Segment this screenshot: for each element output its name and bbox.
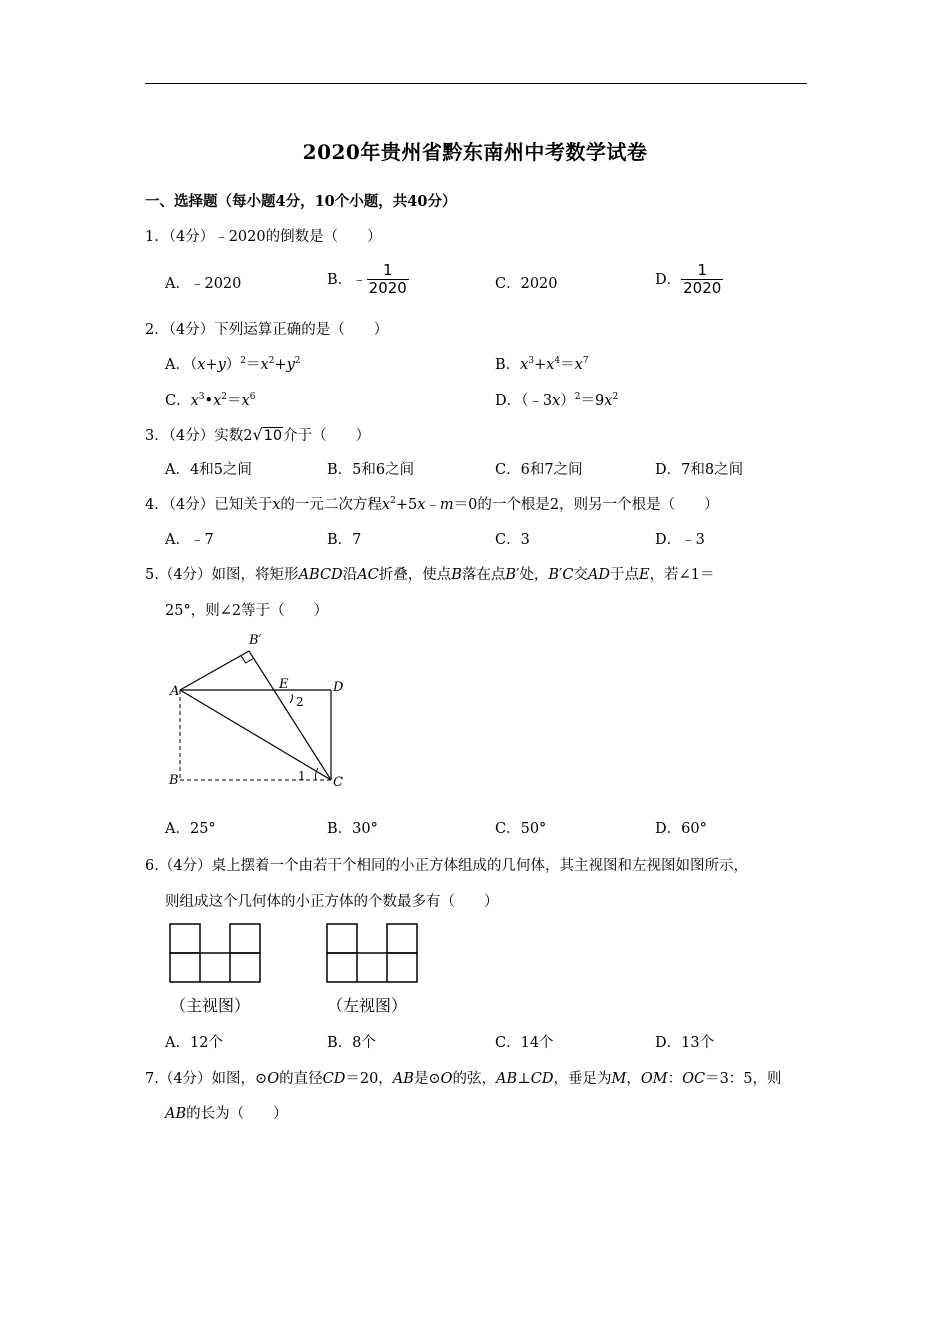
question-3-stem — [145, 424, 370, 445]
q2-option-a: A．$(x+y)^2=x^2+y^2$ — [165, 356, 301, 373]
fraction-numerator: 1 — [697, 261, 707, 279]
q1-option-d-label: D． — [655, 271, 682, 288]
front-top-right-cube — [230, 924, 260, 953]
question-5-line2: 25°，则∠2等于（ ） — [165, 603, 329, 619]
segment-b-prime-c — [249, 651, 331, 780]
right-angle-mark — [241, 656, 254, 664]
header-rule — [145, 83, 807, 84]
label-angle-2: 2 — [296, 695, 304, 709]
front-view-figure — [168, 922, 264, 984]
angle-1-arc — [316, 768, 318, 780]
q4-option-d: D．﹣3 — [655, 532, 705, 548]
q4-option-c: C．3 — [495, 532, 530, 548]
q3-option-a: A．4和5之间 — [165, 462, 252, 478]
fraction-denominator: 2020 — [683, 279, 722, 298]
label-c: C — [333, 775, 343, 790]
label-d: D — [333, 680, 344, 695]
fraction-denominator: 2020 — [368, 279, 407, 298]
question-7-line1: 7.（4分）如图，⊙O的直径CD＝20，AB是⊙O的弦，AB⊥CD，垂足为M，OM：OC＝3：5，则 — [145, 1071, 782, 1087]
page-title: 2020年贵州省黔东南州中考数学试卷 — [302, 140, 648, 164]
question-6-line2: 则组成这个几何体的小正方体的个数最多有（ ） — [165, 894, 499, 910]
q3-option-b: B．5和6之间 — [327, 462, 415, 478]
left-bottom-row — [327, 953, 417, 982]
segment-ab-prime — [180, 651, 249, 690]
q1-option-d — [655, 262, 723, 298]
front-top-left-cube — [170, 924, 200, 953]
q5-option-c: C．50° — [495, 821, 547, 837]
fold-rectangle-figure — [160, 625, 360, 795]
label-b: B — [169, 773, 179, 788]
q1-option-b — [327, 262, 409, 298]
question-7-line2: AB的长为（ ） — [165, 1106, 288, 1122]
q2-option-c: C．$x^3•x^2=x^6$ — [165, 392, 256, 409]
question-2-stem: 2．（4分）下列运算正确的是（ ） — [145, 322, 389, 338]
angle-2-arc — [290, 694, 292, 703]
q5-option-a: A．25° — [165, 821, 216, 837]
left-view-figure — [325, 922, 421, 984]
q5-option-d: D．60° — [655, 821, 707, 837]
segment-ac — [180, 690, 331, 780]
q3-stem-pre: 3．（4分）实数2 — [145, 428, 253, 444]
question-4-stem: 4．（4分）已知关于x的一元二次方程$x^2+5x﹣m=0$的一个根是2，则另一个根是（ ） — [145, 496, 719, 513]
sqrt-icon: √ — [252, 425, 263, 444]
q7-line2-text: 的长为（ ） — [186, 1106, 288, 1122]
fraction-numerator: 1 — [382, 261, 393, 279]
front-view-caption: （主视图） — [170, 996, 251, 1015]
left-top-left-cube — [327, 924, 357, 953]
q2-option-d: D．$(﹣3x)^2=9x^2$ — [495, 392, 619, 409]
q2-option-b: B．$x^3+x^4=x^7$ — [495, 356, 589, 373]
q6-option-b: B．8个 — [327, 1035, 376, 1051]
q1-option-b-label: B．﹣ — [327, 271, 367, 288]
label-e: E — [279, 677, 289, 692]
q6-option-d: D．13个 — [655, 1035, 715, 1051]
fraction — [681, 262, 723, 298]
left-top-right-cube — [387, 924, 417, 953]
question-5-line1: 5.（4分）如图，将矩形ABCD沿AC折叠，使点B落在点B′处，B′C交AD于点E，若∠1＝ — [145, 567, 715, 583]
q6-option-c: C．14个 — [495, 1035, 554, 1051]
q5-option-b: B．30° — [327, 821, 378, 837]
q3-radicand: 10 — [263, 428, 283, 444]
label-a: A — [170, 684, 180, 699]
q1-option-c: C．2020 — [495, 276, 558, 292]
q1-option-a: A．﹣2020 — [165, 276, 242, 292]
front-bottom-row — [170, 953, 260, 982]
left-view-caption: （左视图） — [327, 996, 408, 1015]
label-b-prime: B′ — [249, 633, 262, 648]
q3-option-d: D．7和8之间 — [655, 462, 744, 478]
question-6-line1: 6.（4分）桌上摆着一个由若干个相同的小正方体组成的几何体，其主视图和左视图如图所示， — [145, 858, 749, 874]
q3-option-c: C．6和7之间 — [495, 462, 583, 478]
q6-option-a: A．12个 — [165, 1035, 223, 1051]
q3-stem-post: 介于（ ） — [283, 428, 371, 444]
q4-option-a: A．﹣7 — [165, 532, 214, 548]
fraction — [367, 262, 409, 298]
q4-option-b: B．7 — [327, 532, 362, 548]
label-angle-1: 1 — [298, 769, 306, 783]
section-heading: 一、选择题（每小题4分，10个小题，共40分） — [145, 193, 457, 210]
question-1-stem: 1．（4分）﹣2020的倒数是（ ） — [145, 229, 382, 245]
